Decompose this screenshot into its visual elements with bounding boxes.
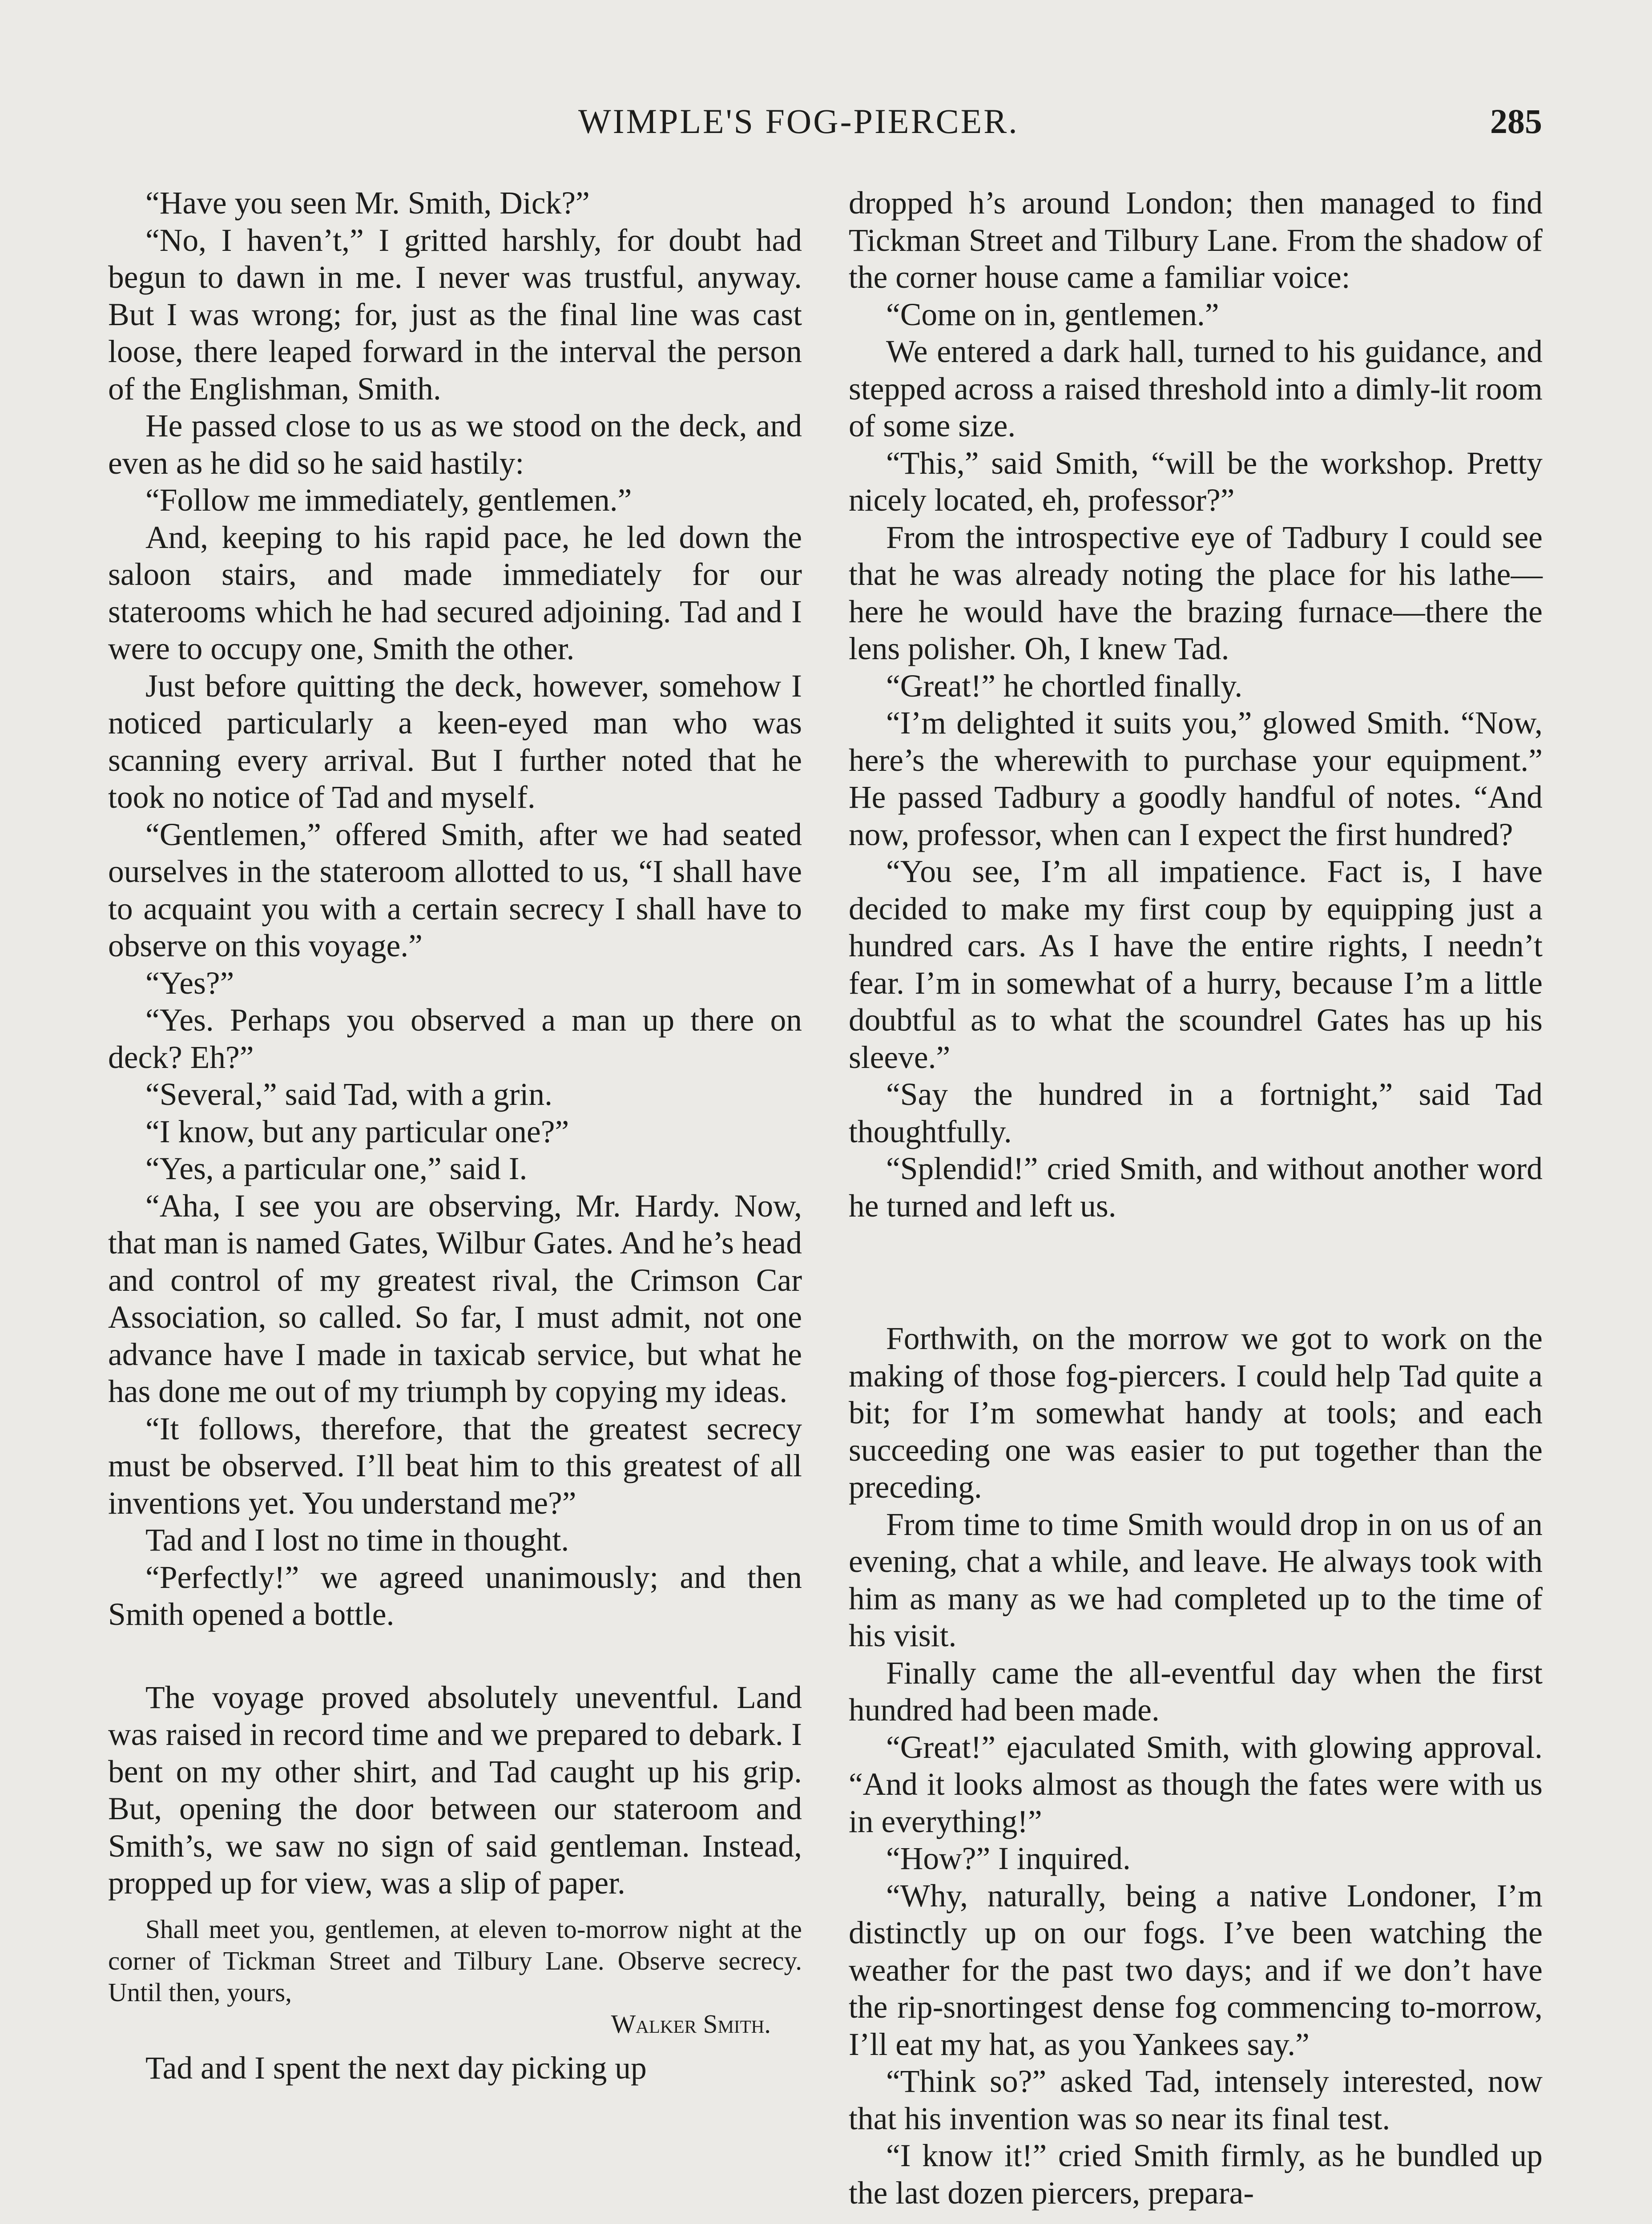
paragraph: “Aha, I see you are observing, Mr. Hardy. Now, that man is named Gates, Wilbur Gates. And he’s head and control of my greatest rival, the Crimson Car Association, so called. So far, I must admit, not one advance have I made in taxicab service, but what he has done me out of my triumph by copying my ideas.	[108, 1188, 802, 1409]
letter-note	[108, 1914, 802, 2040]
letter-body: Shall meet you, gentlemen, at eleven to-morrow night at the corner of Tickman Street and Tilbury Lane. Observe secrecy. Until then, yours,	[108, 1914, 802, 2007]
paragraph: “Great!” he chortled finally.	[886, 668, 1243, 704]
paragraph: And, keeping to his rapid pace, he led down the saloon stairs, and made immediately for our staterooms which he had secured adjoining. Tad and I were to occupy one, Smith the other.	[108, 520, 802, 666]
paragraph: He passed close to us as we stood on the deck, and even as he did so he said hastily:	[108, 408, 802, 481]
paragraph: “Great!” ejaculated Smith, with glowing approval. “And it looks almost as though the fates were with us in everything!”	[849, 1729, 1543, 1839]
paragraph: “Gentlemen,” offered Smith, after we had seated ourselves in the stateroom allotted to us, “I shall have to acquaint you with a certain secrecy I shall have to observe on this voyage.”	[108, 817, 802, 963]
page-number: 285	[1490, 102, 1542, 141]
right-column	[849, 185, 1543, 2212]
paragraph: “I’m delighted it suits you,” glowed Smith. “Now, here’s the wherewith to purchase your equipment.” He passed Tadbury a goodly handful of notes. “And now, professor, when can I expect the first hundred?	[849, 705, 1543, 852]
paragraph: “No, I haven’t,” I gritted harshly, for doubt had begun to dawn in me. I never was trustful, anyway. But I was wrong; for, just as the final line was cast loose, there leaped forward in the interval the person of the Englishman, Smith.	[108, 222, 802, 407]
paragraph: “Perfectly!” we agreed unanimously; and then Smith opened a bottle.	[108, 1559, 802, 1632]
paragraph: “Splendid!” cried Smith, and without another word he turned and left us.	[849, 1151, 1543, 1224]
letter-signature: Walker Smith.	[611, 2009, 771, 2039]
paragraph: “Follow me immediately, gentlemen.”	[145, 483, 632, 518]
paragraph: “Yes?”	[145, 965, 234, 1001]
left-column	[108, 185, 802, 2087]
paragraph: “Yes, a particular one,” said I.	[145, 1151, 528, 1186]
paragraph: “I know it!” cried Smith firmly, as he bundled up the last dozen piercers, prepara-	[849, 2138, 1543, 2211]
paragraph: Tad and I spent the next day picking up	[145, 2050, 647, 2086]
paragraph: “Have you seen Mr. Smith, Dick?”	[145, 185, 590, 221]
paragraph: “It follows, therefore, that the greatest secrecy must be observed. I’ll beat him to this greatest of all inventions yet. You understand me?”	[108, 1411, 802, 1521]
section-break	[849, 1225, 1543, 1320]
paragraph: dropped h’s around London; then managed to find Tickman Street and Tilbury Lane. From the shadow of the corner house came a familiar voice:	[849, 185, 1543, 295]
paragraph: We entered a dark hall, turned to his guidance, and stepped across a raised threshold into a dimly-lit room of some size.	[849, 334, 1543, 443]
paragraph: From the introspective eye of Tadbury I could see that he was already noting the place for his lathe—here he would have the brazing furnace—there the lens polisher. Oh, I knew Tad.	[849, 520, 1543, 666]
paragraph: “You see, I’m all impatience. Fact is, I have decided to make my first coup by equipping just a hundred cars. As I have the entire rights, I needn’t fear. I’m in somewhat of a hurry, because I’m a little doubtful as to what the scoundrel Gates has up his sleeve.”	[849, 854, 1543, 1075]
paragraph: “This,” said Smith, “will be the workshop. Pretty nicely located, eh, professor?”	[849, 445, 1543, 518]
paragraph: “Yes. Perhaps you observed a man up there on deck? Eh?”	[108, 1003, 802, 1075]
paragraph: “How?” I inquired.	[886, 1841, 1131, 1876]
running-title: WIMPLE'S FOG-PIERCER.	[578, 102, 1019, 141]
paragraph: Forthwith, on the morrow we got to work on the making of those fog-piercers. I could help Tad quite a bit; for I’m somewhat handy at tools; and each succeeding one was easier to put together than the preceding.	[849, 1321, 1543, 1505]
paragraph: The voyage proved absolutely uneventful. Land was raised in record time and we prepared to debark. I bent on my other shirt, and Tad caught up his grip. But, opening the door between our stateroom and Smith’s, we saw no sign of said gentleman. Instead, propped up for view, was a slip of paper.	[108, 1680, 802, 1901]
section-break	[108, 1633, 802, 1679]
paragraph: From time to time Smith would drop in on us of an evening, chat a while, and leave. He always took with him as many as we had completed up to the time of his visit.	[849, 1507, 1543, 1653]
paragraph: “Think so?” asked Tad, intensely interested, now that his invention was so near its final test.	[849, 2064, 1543, 2136]
paragraph: “Why, naturally, being a native Londoner, I’m distinctly up on our fogs. I’ve been watching the weather for the past two days; and if we don’t have the rip-snortingest dense fog commencing to-morrow, I’ll eat my hat, as you Yankees say.”	[849, 1878, 1543, 2062]
running-head	[0, 101, 1652, 150]
paragraph: Tad and I lost no time in thought.	[145, 1523, 569, 1558]
paragraph: “Come on in, gentlemen.”	[886, 297, 1219, 332]
paragraph: Just before quitting the deck, however, somehow I noticed particularly a keen-eyed man who was scanning every arrival. But I further noted that he took no notice of Tad and myself.	[108, 668, 802, 815]
paragraph: “I know, but any particular one?”	[145, 1114, 569, 1149]
paragraph: “Several,” said Tad, with a grin.	[145, 1077, 552, 1112]
paragraph: “Say the hundred in a fortnight,” said Tad thoughtfully.	[849, 1077, 1543, 1149]
paragraph: Finally came the all-eventful day when the first hundred had been made.	[849, 1655, 1543, 1728]
